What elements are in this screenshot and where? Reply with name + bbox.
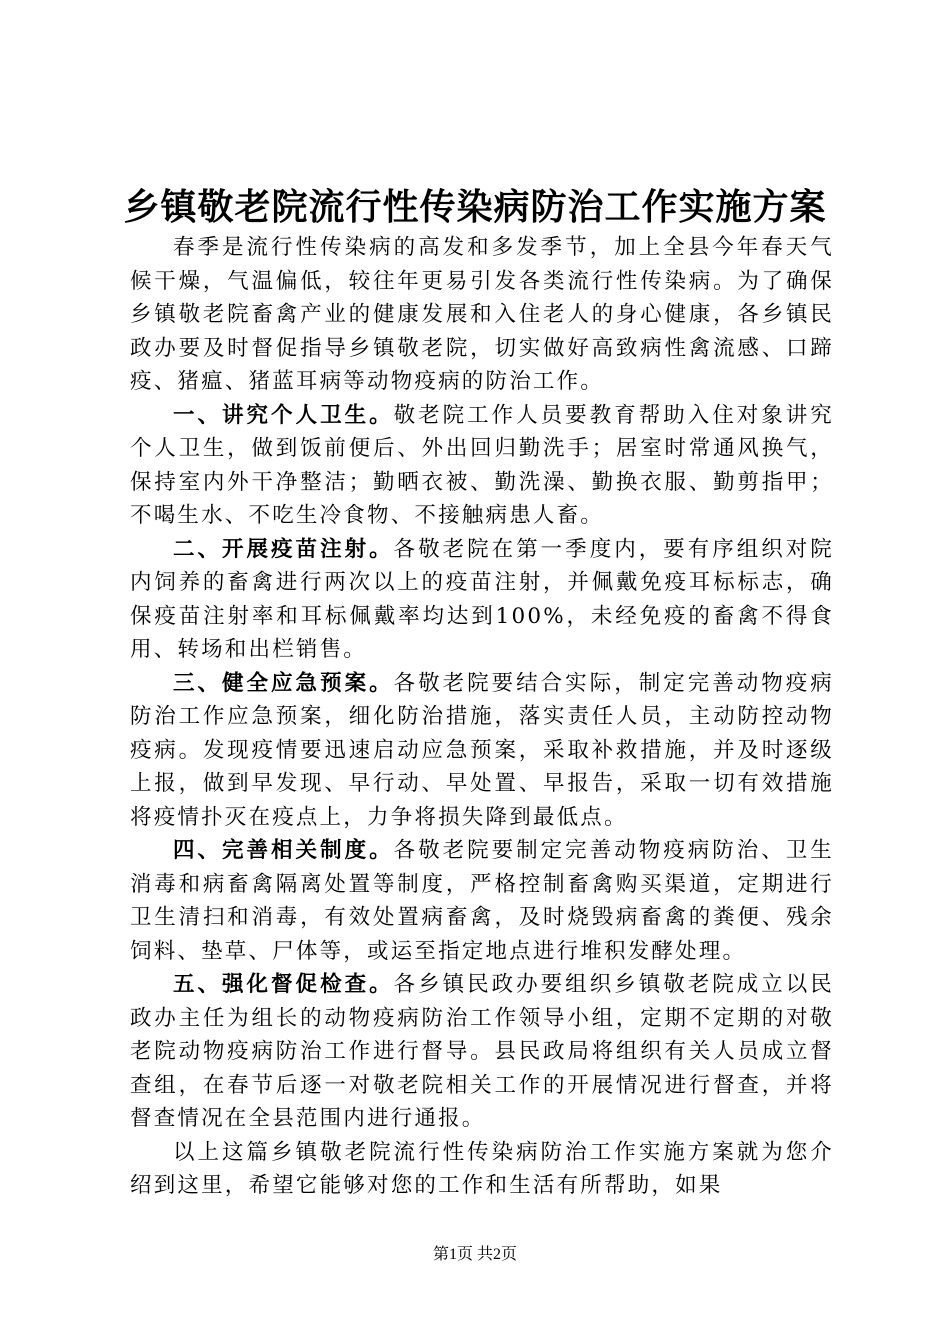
document-body	[130, 231, 834, 1203]
section-text-1: 敬老院工作人员要教育帮助入住对象讲究个人卫生，做到饭前便后、外出回归勤洗手；居室时常通风换气，保持室内外干净整洁；勤晒衣被、勤洗澡、勤换衣服、勤剪指甲；不喝生水、不吃生冷食物、不接触病患人畜。	[130, 402, 834, 528]
section-text-4: 各敬老院要制定完善动物疫病防治、卫生消毒和病畜禽隔离处置等制度，严格控制畜禽购买渠道，定期进行卫生清扫和消毒，有效处置病畜禽，及时烧毁病畜禽的粪便、残余饲料、垫草、尸体等，或运至指定地点进行堆积发酵处理。	[130, 838, 834, 964]
page-footer: 第1页 共2页	[432, 1246, 517, 1263]
section-heading-5: 五、强化督促检查。	[173, 972, 394, 997]
section-paragraph-2	[130, 533, 834, 667]
closing-paragraph: 以上这篇乡镇敬老院流行性传染病防治工作实施方案就为您介绍到这里，希望它能够对您的工作和生活有所帮助，如果	[130, 1139, 834, 1198]
section-paragraph-5	[130, 968, 834, 1136]
section-text-5: 各乡镇民政办要组织乡镇敬老院成立以民政办主任为组长的动物疫病防治工作领导小组，定期不定期的对敬老院动物疫病防治工作进行督导。县民政局将组织有关人员成立督查组，在春节后逐一对敬老院相关工作的开展情况进行督查，并将督查情况在全县范围内进行通报。	[130, 972, 834, 1131]
section-heading-3: 三、健全应急预案。	[173, 670, 394, 696]
document-title: 乡镇敬老院流行性传染病防治工作实施方案	[123, 186, 827, 228]
section-heading-1: 一、讲究个人卫生。	[173, 402, 394, 428]
section-paragraph-3	[130, 667, 834, 835]
section-heading-4: 四、完善相关制度。	[173, 838, 394, 863]
intro-paragraph: 春季是流行性传染病的高发和多发季节，加上全县今年春天气候干燥，气温偏低，较往年更易引发各类流行性传染病。为了确保乡镇敬老院畜禽产业的健康发展和入住老人的身心健康，各乡镇民政办要及时督促指导乡镇敬老院，切实做好高致病性禽流感、口蹄疫、猪瘟、猪蓝耳病等动物疫病的防治工作。	[130, 235, 834, 394]
section-text-3: 各敬老院要结合实际，制定完善动物疫病防治工作应急预案，细化防治措施，落实责任人员，主动防控动物疫病。发现疫情要迅速启动应急预案，采取补救措施，并及时逐级上报，做到早发现、早行动、早处置、早报告，采取一切有效措施将疫情扑灭在疫点上，力争将损失降到最低点。	[130, 670, 834, 830]
section-text-2: 各敬老院在第一季度内，要有序组织对院内饲养的畜禽进行两次以上的疫苗注射，并佩戴免疫耳标标志，确保疫苗注射率和耳标佩戴率均达到100%，未经免疫的畜禽不得食用、转场和出栏销售。	[130, 536, 834, 662]
section-paragraph-4	[130, 834, 834, 968]
section-paragraph-1	[130, 399, 834, 533]
section-heading-2: 二、开展疫苗注射。	[173, 536, 394, 562]
